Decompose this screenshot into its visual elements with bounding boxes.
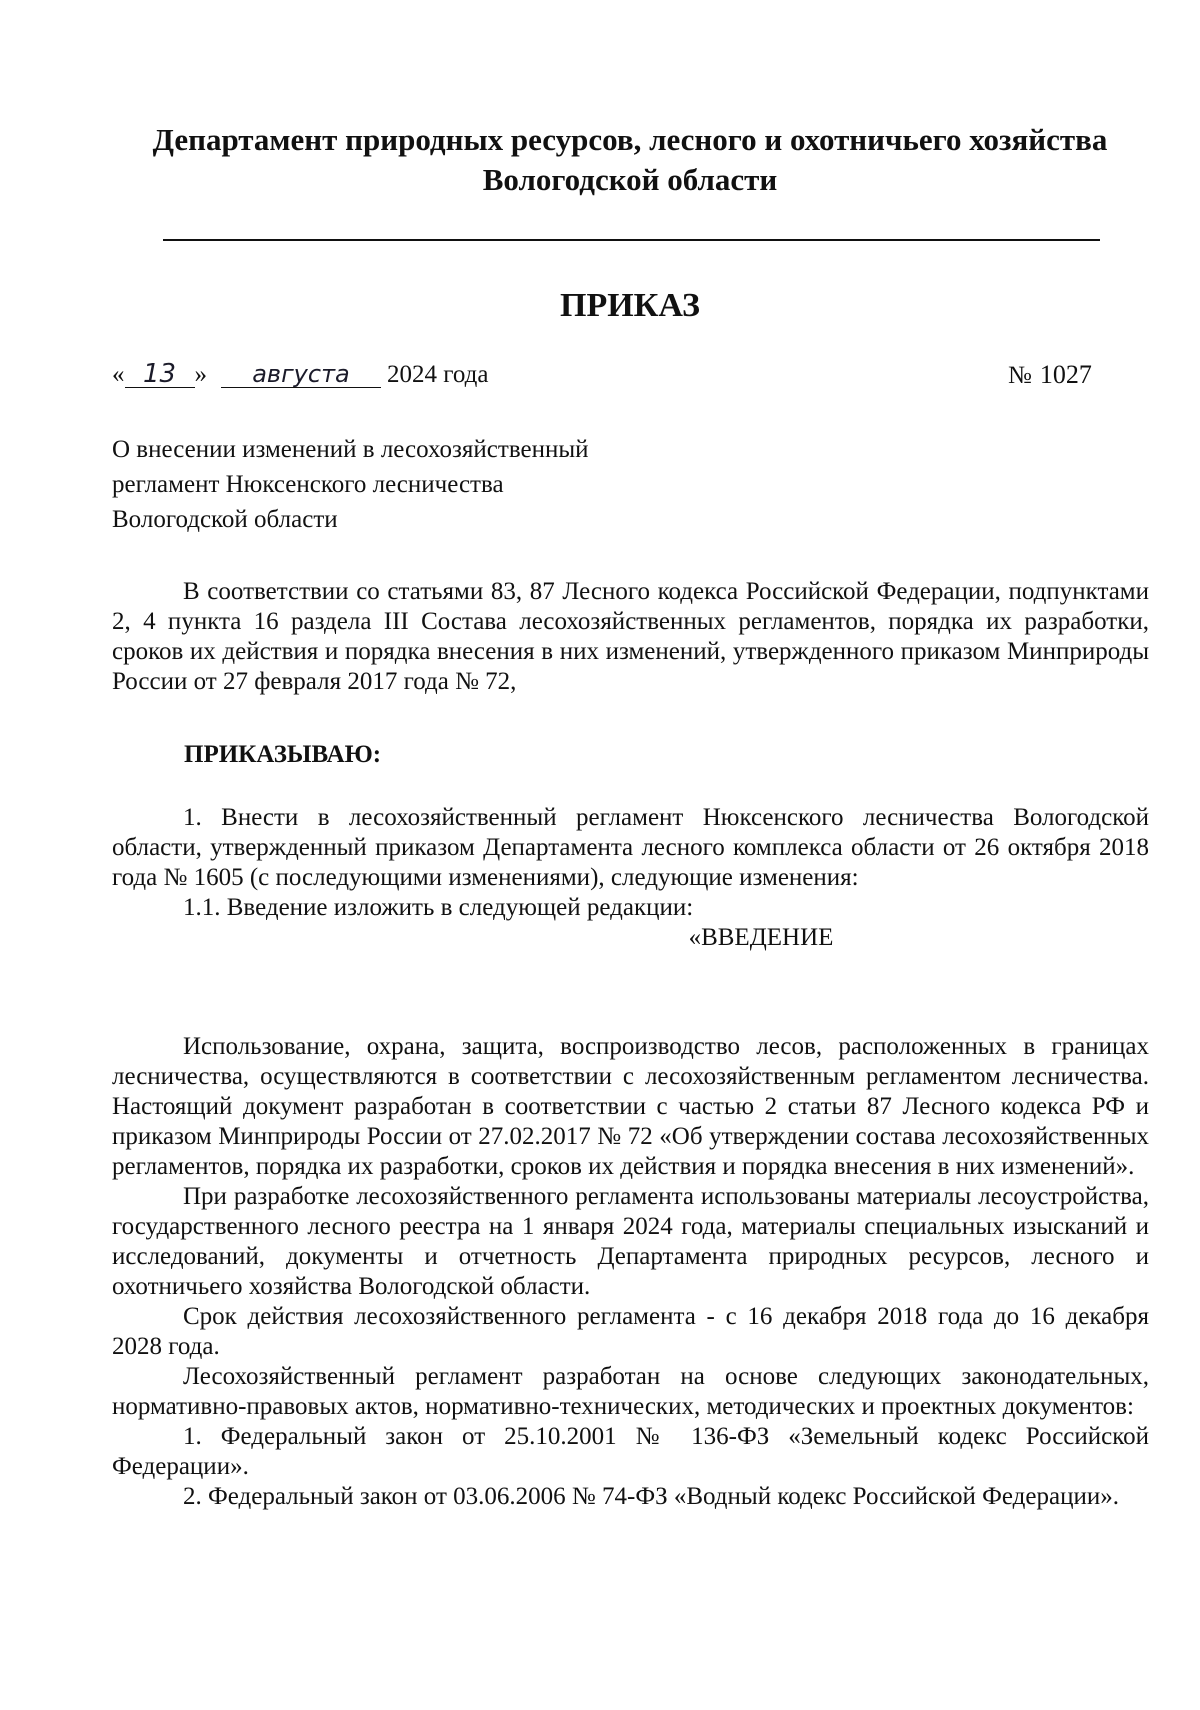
intro-paragraph-3: Срок действия лесохозяйственного регламента - с 16 декабря 2018 года до 16 декабря 2028 года. xyxy=(112,1303,1149,1360)
order-items-block xyxy=(112,803,1149,953)
intro-list-item-1: 1. Федеральный закон от 25.10.2001 № 136-ФЗ «Земельный кодекс Российской Федерации». xyxy=(112,1423,1149,1480)
document-title: ПРИКАЗ xyxy=(560,287,700,324)
date-day-handwritten: 13 xyxy=(125,361,195,388)
orders-heading: ПРИКАЗЫВАЮ: xyxy=(184,741,382,768)
order-number-handwritten: 1027 xyxy=(1039,360,1092,389)
order-subject xyxy=(112,432,732,537)
subject-line3: Вологодской области xyxy=(112,506,338,533)
date-year: 2024 года xyxy=(387,361,489,388)
subject-line1: О внесении изменений в лесохозяйственный xyxy=(112,436,589,463)
introduction-body xyxy=(112,1032,1149,1512)
header-divider xyxy=(163,239,1100,241)
preamble-block xyxy=(112,577,1149,697)
date-month-handwritten: августа xyxy=(221,361,381,388)
department-name-line1: Департамент природных ресурсов, лесного и охотничьего хозяйства xyxy=(152,122,1108,157)
intro-list-item-2: 2. Федеральный закон от 03.06.2006 № 74-ФЗ «Водный кодекс Российской Федерации». xyxy=(183,1483,1119,1510)
department-header xyxy=(110,120,1150,200)
order-item-1: 1. Внести в лесохозяйственный регламент Нюксенского лесничества Вологодской области, утвержденный приказом Департамента лесного комплекса области от 26 октября 2018 года № 1605 (с последующими изменениями), следующие изменения: xyxy=(112,804,1149,891)
preamble-paragraph: В соответствии со статьями 83, 87 Лесного кодекса Российской Федерации, подпунктами 2, 4 пункта 16 раздела III Состава лесохозяйственных регламентов, порядка их разработки, сроков их действия и порядка внесения в них изменений, утвержденного приказом Минприроды России от 27 февраля 2017 года № 72, xyxy=(112,578,1149,695)
intro-paragraph-2: При разработке лесохозяйственного регламента использованы материалы лесоустройства, государственного лесного реестра на 1 января 2024 года, материалы специальных изысканий и исследований, документы и отчетность Департамента природных ресурсов, лесного и охотничьего хозяйства Вологодской области. xyxy=(112,1183,1149,1300)
department-name-line2: Вологодской области xyxy=(482,162,778,197)
intro-paragraph-1: Использование, охрана, защита, воспроизводство лесов, расположенных в границах лесничества, осуществляются в соответствии с лесохозяйственным регламентом лесничества. Настоящий документ разработан в соответствии с частью 2 статьи 87 Лесного кодекса РФ и приказом Минприроды России от 27.02.2017 № 72 «Об утверждении состава лесохозяйственных регламентов, порядка их разработки, сроков их действия и порядка внесения в них изменений». xyxy=(112,1033,1149,1180)
date-open-quote: « xyxy=(112,361,125,388)
order-date xyxy=(112,358,1152,392)
order-number xyxy=(1008,358,1092,393)
intro-paragraph-4: Лесохозяйственный регламент разработан на основе следующих законодательных, нормативно-правовых актов, нормативно-технических, методических и проектных документов: xyxy=(112,1363,1149,1420)
subject-line2: регламент Нюксенского лесничества xyxy=(112,471,504,498)
introduction-heading: «ВВЕДЕНИЕ xyxy=(688,924,834,951)
number-sign: № xyxy=(1008,362,1032,389)
date-close-quote: » xyxy=(194,361,207,388)
order-item-1-1: 1.1. Введение изложить в следующей редакции: xyxy=(183,894,694,921)
